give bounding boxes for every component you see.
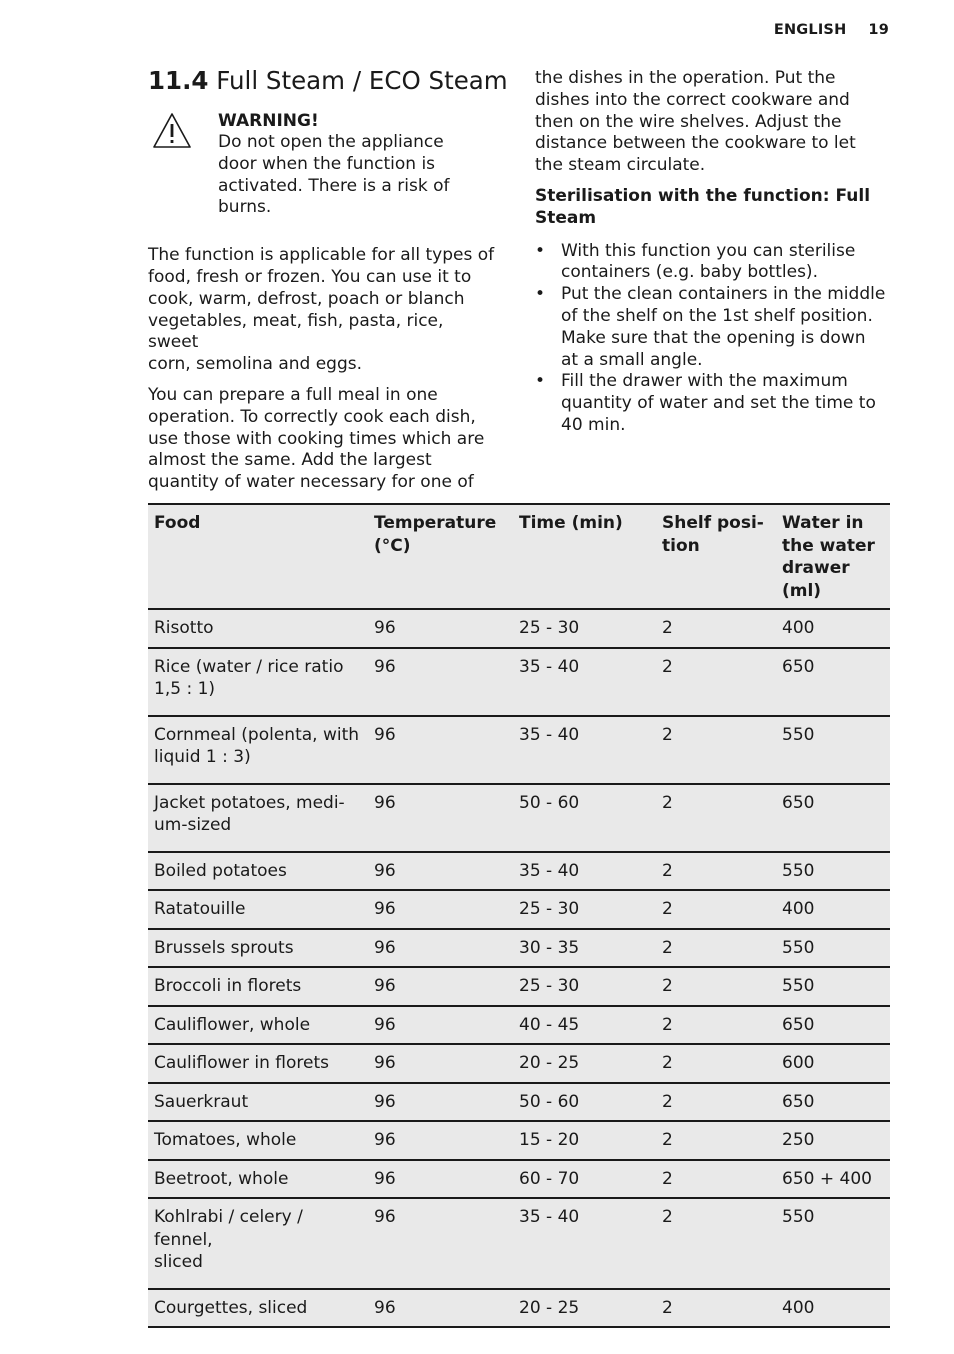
cell-temperature: 96 — [368, 1289, 513, 1328]
cell-water: 650 — [776, 1083, 890, 1122]
bullet-icon: • — [535, 240, 546, 261]
cell-time: 35 - 40 — [513, 716, 656, 784]
cell-water: 250 — [776, 1121, 890, 1160]
table-row — [148, 784, 890, 852]
warning-box — [148, 110, 498, 219]
table-row — [148, 1121, 890, 1160]
list-item — [535, 241, 895, 285]
cell-shelf-position: 2 — [656, 1121, 776, 1160]
cell-water: 400 — [776, 609, 890, 648]
cell-temperature: 96 — [368, 1083, 513, 1122]
list-item-text: With this function you can sterilise containers (e.g. baby bottles). — [561, 240, 856, 283]
cell-time: 35 - 40 — [513, 648, 656, 716]
cell-time: 25 - 30 — [513, 890, 656, 929]
table-row — [148, 1006, 890, 1045]
cell-time: 25 - 30 — [513, 609, 656, 648]
language-label: ENGLISH — [773, 22, 847, 38]
cell-temperature: 96 — [368, 890, 513, 929]
cell-food: Risotto — [148, 609, 368, 648]
cell-food: Ratatouille — [148, 890, 368, 929]
cell-time: 50 - 60 — [513, 784, 656, 852]
cell-shelf-position: 2 — [656, 1083, 776, 1122]
table-row — [148, 1289, 890, 1328]
header-shelf-position: Shelf posi- tion — [656, 504, 776, 609]
table-row — [148, 852, 890, 891]
cell-time: 20 - 25 — [513, 1044, 656, 1083]
header-time: Time (min) — [513, 504, 656, 609]
meal-paragraph-continued: the dishes in the operation. Put the dishes into the correct cookware and then on the wire shelves. Adjust the distance between the cookware to let the steam circulate. — [535, 68, 856, 176]
header-temperature: Temperature (°C) — [368, 504, 513, 609]
bullet-icon: • — [535, 371, 546, 392]
sterilisation-list — [535, 241, 895, 437]
cell-food: Sauerkraut — [148, 1083, 368, 1122]
table-header-row — [148, 504, 890, 609]
cell-time: 60 - 70 — [513, 1160, 656, 1199]
intro-paragraph: The function is applicable for all types of food, fresh or frozen. You can use it to cook, warm, defrost, poach or blanch vegetables, meat, fish, pasta, rice, sweet corn, semolina and eggs. — [148, 245, 495, 375]
table-row — [148, 1083, 890, 1122]
cell-water: 600 — [776, 1044, 890, 1083]
table-row — [148, 609, 890, 648]
cell-time: 40 - 45 — [513, 1006, 656, 1045]
cell-temperature: 96 — [368, 1121, 513, 1160]
cell-food: Cauliflower in florets — [148, 1044, 368, 1083]
cell-water: 650 + 400 — [776, 1160, 890, 1199]
cell-temperature: 96 — [368, 1006, 513, 1045]
list-item-text: Put the clean containers in the middle of the shelf on the 1st shelf position. Make sure that the opening is down at a small angle. — [561, 284, 886, 370]
cell-food: Cauliflower, whole — [148, 1006, 368, 1045]
cell-food: Beetroot, whole — [148, 1160, 368, 1199]
cell-shelf-position: 2 — [656, 967, 776, 1006]
section-number: 11.4 — [148, 66, 209, 95]
cell-water: 650 — [776, 784, 890, 852]
cell-shelf-position: 2 — [656, 1160, 776, 1199]
list-item — [535, 284, 895, 371]
cell-shelf-position: 2 — [656, 929, 776, 968]
cell-water: 650 — [776, 1006, 890, 1045]
cell-temperature: 96 — [368, 648, 513, 716]
cell-temperature: 96 — [368, 929, 513, 968]
page-header — [774, 22, 889, 38]
warning-title: WARNING! — [218, 111, 319, 131]
header-food: Food — [148, 504, 368, 609]
steam-cooking-table — [148, 503, 890, 1328]
cell-food: Jacket potatoes, medi- um-sized — [148, 784, 368, 852]
cell-shelf-position: 2 — [656, 1198, 776, 1289]
cell-shelf-position: 2 — [656, 648, 776, 716]
cell-temperature: 96 — [368, 1198, 513, 1289]
cell-food: Tomatoes, whole — [148, 1121, 368, 1160]
cell-food: Kohlrabi / celery / fennel, sliced — [148, 1198, 368, 1289]
cell-time: 35 - 40 — [513, 1198, 656, 1289]
warning-text: Do not open the appliance door when the function is activated. There is a risk of burns. — [218, 132, 450, 218]
cell-temperature: 96 — [368, 1160, 513, 1199]
table-row — [148, 1160, 890, 1199]
sterilisation-heading: Sterilisation with the function: Full Steam — [535, 185, 871, 228]
cell-time: 35 - 40 — [513, 852, 656, 891]
cell-temperature: 96 — [368, 852, 513, 891]
table-row — [148, 716, 890, 784]
cell-shelf-position: 2 — [656, 609, 776, 648]
table-row — [148, 890, 890, 929]
list-item — [535, 371, 895, 436]
table-row — [148, 1198, 890, 1289]
cell-shelf-position: 2 — [656, 716, 776, 784]
cell-water: 400 — [776, 890, 890, 929]
meal-paragraph: You can prepare a full meal in one operation. To correctly cook each dish, use those with cooking times which are almost the same. Add the largest quantity of water necessary for one of — [148, 384, 485, 493]
cell-temperature: 96 — [368, 609, 513, 648]
cell-time: 30 - 35 — [513, 929, 656, 968]
cell-shelf-position: 2 — [656, 890, 776, 929]
cell-temperature: 96 — [368, 716, 513, 784]
cell-food: Brussels sprouts — [148, 929, 368, 968]
cell-temperature: 96 — [368, 1044, 513, 1083]
cell-food: Rice (water / rice ratio 1,5 : 1) — [148, 648, 368, 716]
cell-time: 25 - 30 — [513, 967, 656, 1006]
cell-water: 550 — [776, 929, 890, 968]
cell-temperature: 96 — [368, 967, 513, 1006]
cell-water: 550 — [776, 716, 890, 784]
cell-food: Courgettes, sliced — [148, 1289, 368, 1328]
cell-shelf-position: 2 — [656, 1289, 776, 1328]
right-column — [535, 68, 895, 437]
cell-water: 550 — [776, 967, 890, 1006]
section-title-text: Full Steam / ECO Steam — [216, 66, 508, 95]
bullet-icon: • — [535, 284, 546, 305]
table-row — [148, 648, 890, 716]
cell-shelf-position: 2 — [656, 852, 776, 891]
table-row — [148, 967, 890, 1006]
cell-water: 550 — [776, 852, 890, 891]
cell-temperature: 96 — [368, 784, 513, 852]
cell-food: Cornmeal (polenta, with liquid 1 : 3) — [148, 716, 368, 784]
cell-water: 400 — [776, 1289, 890, 1328]
cell-food: Boiled potatoes — [148, 852, 368, 891]
section-title — [148, 64, 508, 98]
cell-time: 50 - 60 — [513, 1083, 656, 1122]
cell-time: 15 - 20 — [513, 1121, 656, 1160]
page-number: 19 — [868, 22, 889, 38]
cell-water: 550 — [776, 1198, 890, 1289]
table-row — [148, 929, 890, 968]
list-item-text: Fill the drawer with the maximum quantity of water and set the time to 40 min. — [561, 371, 876, 435]
cell-food: Broccoli in florets — [148, 967, 368, 1006]
cell-water: 650 — [776, 648, 890, 716]
cell-shelf-position: 2 — [656, 784, 776, 852]
table-body — [148, 609, 890, 1327]
warning-icon — [152, 112, 192, 150]
left-column — [148, 64, 508, 494]
cell-shelf-position: 2 — [656, 1044, 776, 1083]
cell-time: 20 - 25 — [513, 1289, 656, 1328]
header-water: Water in the water drawer (ml) — [776, 504, 890, 609]
cell-shelf-position: 2 — [656, 1006, 776, 1045]
table-row — [148, 1044, 890, 1083]
